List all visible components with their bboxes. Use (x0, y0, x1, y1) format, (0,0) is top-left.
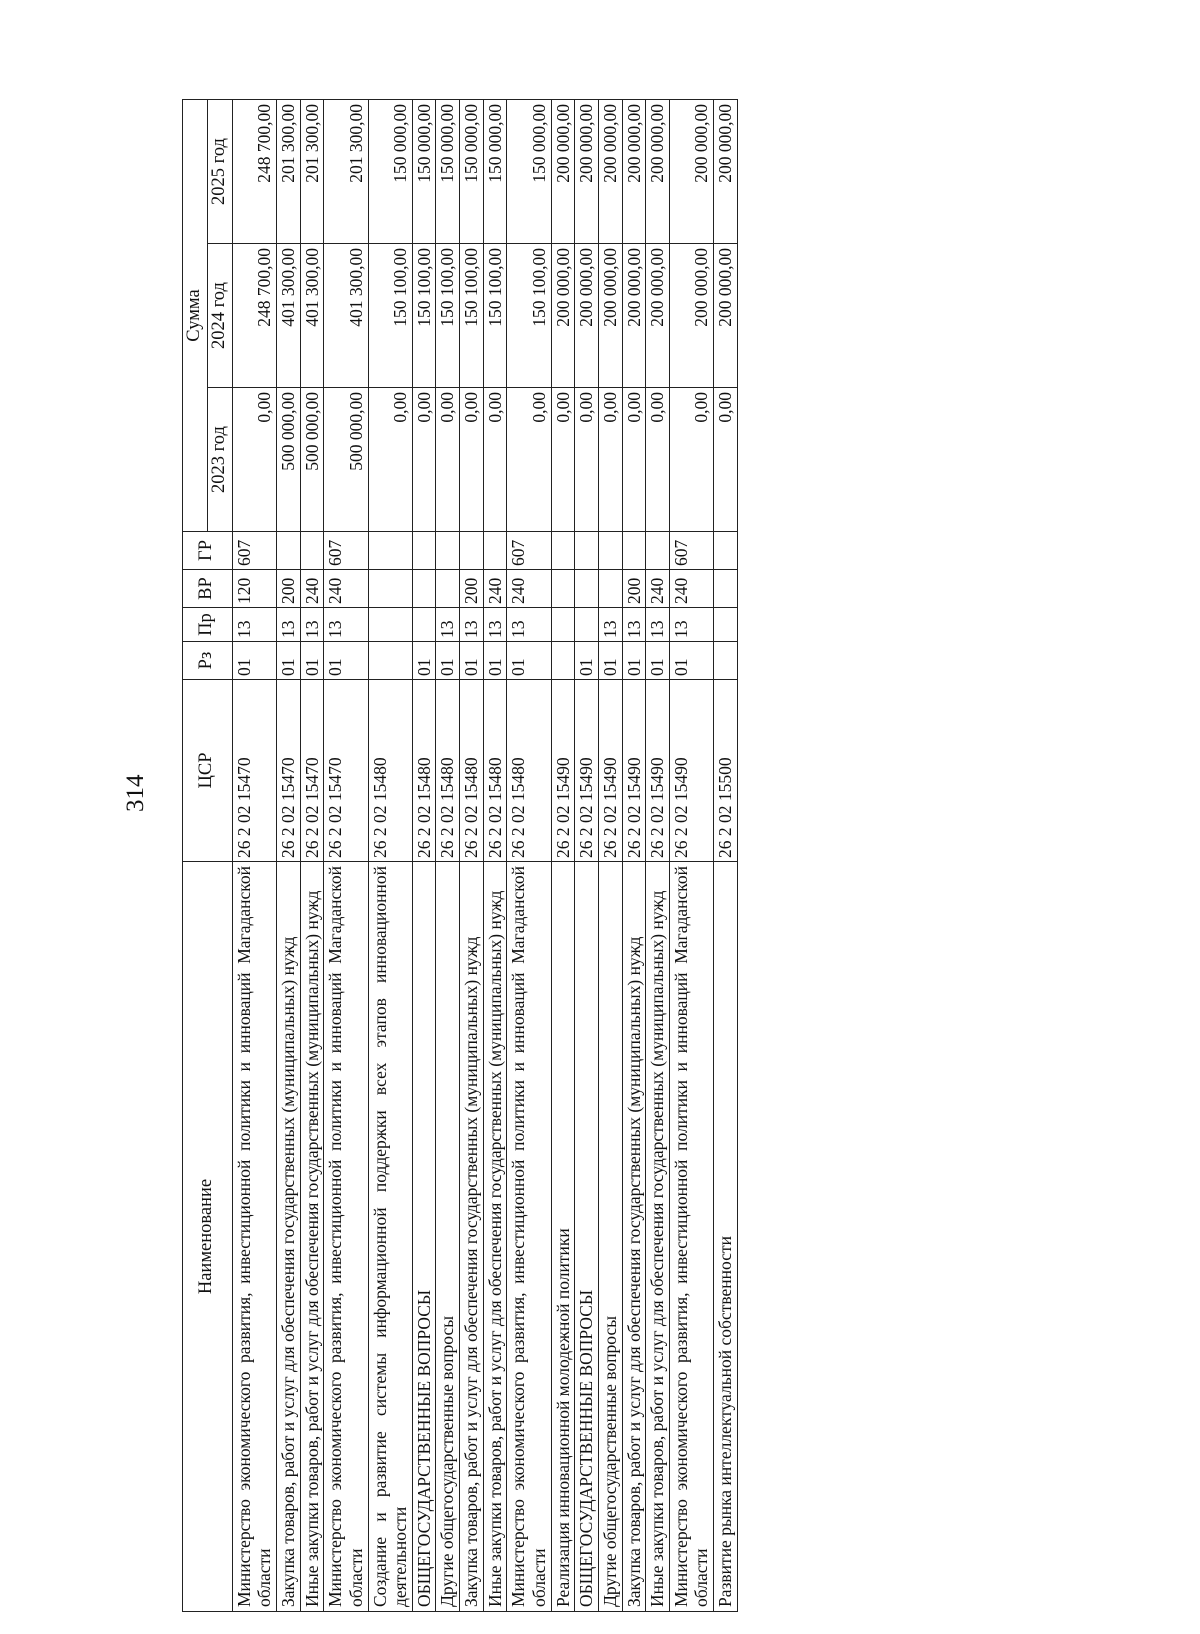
row-vr: 200 (276, 570, 300, 608)
header-year-2025: 2025 год (207, 99, 232, 243)
row-name: Закупка товаров, работ и услуг для обеспечения государственных (муниципальных) нужд (460, 862, 484, 1612)
row-sum-2025: 200 000,00 (622, 99, 646, 243)
row-sum-2025: 201 300,00 (324, 99, 368, 243)
row-sum-2025: 200 000,00 (669, 99, 713, 243)
row-gr: 607 (669, 532, 713, 570)
row-vr (436, 570, 460, 608)
row-csr: 26 2 02 15490 (669, 680, 713, 862)
header-sum: Сумма (183, 99, 208, 531)
row-vr: 200 (622, 570, 646, 608)
row-csr: 26 2 02 15480 (368, 680, 412, 862)
row-rz: 01 (622, 642, 646, 680)
row-csr: 26 2 02 15470 (232, 680, 276, 862)
row-sum-2023: 0,00 (598, 388, 622, 532)
row-gr (622, 532, 646, 570)
row-sum-2024: 200 000,00 (551, 244, 575, 388)
row-vr (598, 570, 622, 608)
row-sum-2025: 201 300,00 (276, 99, 300, 243)
row-csr: 26 2 02 15500 (714, 680, 738, 862)
row-sum-2025: 200 000,00 (646, 99, 670, 243)
row-gr: 607 (507, 532, 551, 570)
row-csr: 26 2 02 15490 (646, 680, 670, 862)
row-vr: 240 (300, 570, 324, 608)
row-pr: 13 (507, 608, 551, 642)
row-csr: 26 2 02 15490 (598, 680, 622, 862)
row-rz: 01 (598, 642, 622, 680)
row-sum-2024: 200 000,00 (714, 244, 738, 388)
row-pr: 13 (324, 608, 368, 642)
row-sum-2025: 150 000,00 (368, 99, 412, 243)
header-row-1 (183, 99, 208, 1611)
budget-table (182, 99, 738, 1612)
row-sum-2024: 150 100,00 (507, 244, 551, 388)
row-pr (368, 608, 412, 642)
row-rz: 01 (232, 642, 276, 680)
row-vr (368, 570, 412, 608)
row-gr (483, 532, 507, 570)
row-rz: 01 (436, 642, 460, 680)
row-gr (551, 532, 575, 570)
row-pr: 13 (276, 608, 300, 642)
row-name: Министерство экономического развития, инвестиционной политики и инноваций Магаданской области (507, 862, 551, 1612)
row-name: Другие общегосударственные вопросы (436, 862, 460, 1612)
row-pr: 13 (300, 608, 324, 642)
row-pr (551, 608, 575, 642)
row-gr (598, 532, 622, 570)
row-gr: 607 (324, 532, 368, 570)
row-csr: 26 2 02 15490 (622, 680, 646, 862)
row-sum-2023: 0,00 (232, 388, 276, 532)
row-name: ОБЩЕГОСУДАРСТВЕННЫЕ ВОПРОСЫ (412, 862, 436, 1612)
row-sum-2025: 200 000,00 (575, 99, 599, 243)
row-name: Иные закупки товаров, работ и услуг для обеспечения государственных (муниципальных) нужд (646, 862, 670, 1612)
row-sum-2025: 200 000,00 (598, 99, 622, 243)
row-sum-2025: 201 300,00 (300, 99, 324, 243)
header-pr: Пр (183, 608, 233, 642)
row-rz: 01 (507, 642, 551, 680)
row-sum-2024: 150 100,00 (368, 244, 412, 388)
table-row (412, 99, 436, 1611)
row-sum-2024: 200 000,00 (669, 244, 713, 388)
header-year-2023: 2023 год (207, 388, 232, 532)
row-vr: 240 (324, 570, 368, 608)
row-csr: 26 2 02 15490 (551, 680, 575, 862)
header-year-2024: 2024 год (207, 244, 232, 388)
row-sum-2023: 0,00 (575, 388, 599, 532)
row-sum-2023: 500 000,00 (324, 388, 368, 532)
row-rz (368, 642, 412, 680)
row-sum-2024: 401 300,00 (324, 244, 368, 388)
row-name: Развитие рынка интеллектуальной собственности (714, 862, 738, 1612)
row-csr: 26 2 02 15480 (436, 680, 460, 862)
row-sum-2025: 150 000,00 (460, 99, 484, 243)
row-rz: 01 (460, 642, 484, 680)
header-gr: ГР (183, 532, 233, 570)
row-gr (412, 532, 436, 570)
row-sum-2025: 200 000,00 (551, 99, 575, 243)
row-sum-2023: 500 000,00 (300, 388, 324, 532)
table-body (232, 99, 737, 1611)
row-sum-2024: 401 300,00 (300, 244, 324, 388)
row-rz: 01 (300, 642, 324, 680)
row-gr (436, 532, 460, 570)
row-name: Создание и развитие системы информационной поддержки всех этапов инновационной деятельности (368, 862, 412, 1612)
row-sum-2024: 150 100,00 (436, 244, 460, 388)
rotated-budget-table-container (182, 100, 1074, 1612)
header-vr: ВР (183, 570, 233, 608)
row-csr: 26 2 02 15480 (412, 680, 436, 862)
row-sum-2024: 150 100,00 (460, 244, 484, 388)
row-sum-2024: 150 100,00 (483, 244, 507, 388)
row-name: Министерство экономического развития, инвестиционной политики и инноваций Магаданской области (669, 862, 713, 1612)
row-csr: 26 2 02 15480 (460, 680, 484, 862)
table-row (460, 99, 484, 1611)
row-gr (460, 532, 484, 570)
page-number: 314 (122, 774, 149, 812)
row-vr (551, 570, 575, 608)
row-rz: 01 (276, 642, 300, 680)
header-name: Наименование (183, 862, 233, 1612)
row-sum-2024: 248 700,00 (232, 244, 276, 388)
row-gr (300, 532, 324, 570)
row-pr: 13 (483, 608, 507, 642)
row-csr: 26 2 02 15470 (324, 680, 368, 862)
row-rz (551, 642, 575, 680)
row-csr: 26 2 02 15490 (575, 680, 599, 862)
row-gr (276, 532, 300, 570)
row-pr: 13 (436, 608, 460, 642)
row-vr (575, 570, 599, 608)
row-sum-2025: 150 000,00 (436, 99, 460, 243)
row-sum-2023: 0,00 (507, 388, 551, 532)
row-sum-2023: 500 000,00 (276, 388, 300, 532)
row-sum-2023: 0,00 (551, 388, 575, 532)
table-row (483, 99, 507, 1611)
row-sum-2023: 0,00 (412, 388, 436, 532)
row-sum-2023: 0,00 (460, 388, 484, 532)
row-sum-2025: 248 700,00 (232, 99, 276, 243)
row-sum-2025: 150 000,00 (507, 99, 551, 243)
row-gr (575, 532, 599, 570)
row-sum-2025: 150 000,00 (412, 99, 436, 243)
row-name: ОБЩЕГОСУДАРСТВЕННЫЕ ВОПРОСЫ (575, 862, 599, 1612)
row-sum-2023: 0,00 (483, 388, 507, 532)
row-sum-2024: 200 000,00 (598, 244, 622, 388)
row-name: Иные закупки товаров, работ и услуг для обеспечения государственных (муниципальных) нужд (300, 862, 324, 1612)
row-vr: 240 (646, 570, 670, 608)
row-sum-2025: 150 000,00 (483, 99, 507, 243)
row-pr: 13 (232, 608, 276, 642)
row-pr (575, 608, 599, 642)
row-pr (714, 608, 738, 642)
row-gr (646, 532, 670, 570)
row-pr: 13 (646, 608, 670, 642)
row-rz: 01 (669, 642, 713, 680)
row-sum-2023: 0,00 (669, 388, 713, 532)
row-rz: 01 (646, 642, 670, 680)
row-csr: 26 2 02 15480 (483, 680, 507, 862)
row-name: Иные закупки товаров, работ и услуг для обеспечения государственных (муниципальных) нужд (483, 862, 507, 1612)
table-row (507, 99, 551, 1611)
header-csr: ЦСР (183, 680, 233, 862)
row-vr: 120 (232, 570, 276, 608)
row-csr: 26 2 02 15470 (276, 680, 300, 862)
row-sum-2023: 0,00 (714, 388, 738, 532)
row-name: Закупка товаров, работ и услуг для обеспечения государственных (муниципальных) нужд (622, 862, 646, 1612)
row-pr: 13 (669, 608, 713, 642)
row-sum-2023: 0,00 (368, 388, 412, 532)
row-name: Реализация инновационной молодежной политики (551, 862, 575, 1612)
row-csr: 26 2 02 15480 (507, 680, 551, 862)
row-sum-2024: 200 000,00 (622, 244, 646, 388)
row-rz: 01 (483, 642, 507, 680)
table-row (669, 99, 713, 1611)
row-rz: 01 (575, 642, 599, 680)
row-vr: 200 (460, 570, 484, 608)
table-row (714, 99, 738, 1611)
row-rz: 01 (412, 642, 436, 680)
row-sum-2024: 200 000,00 (646, 244, 670, 388)
row-pr: 13 (598, 608, 622, 642)
row-sum-2024: 150 100,00 (412, 244, 436, 388)
row-gr: 607 (232, 532, 276, 570)
table-row (622, 99, 646, 1611)
table-row (436, 99, 460, 1611)
row-name: Другие общегосударственные вопросы (598, 862, 622, 1612)
table-row (598, 99, 622, 1611)
row-name: Министерство экономического развития, инвестиционной политики и инноваций Магаданской области (232, 862, 276, 1612)
row-sum-2023: 0,00 (646, 388, 670, 532)
row-vr: 240 (507, 570, 551, 608)
table-row (324, 99, 368, 1611)
row-name: Закупка товаров, работ и услуг для обеспечения государственных (муниципальных) нужд (276, 862, 300, 1612)
row-pr: 13 (460, 608, 484, 642)
row-pr: 13 (622, 608, 646, 642)
row-gr (714, 532, 738, 570)
row-rz (714, 642, 738, 680)
row-vr: 240 (669, 570, 713, 608)
row-vr: 240 (483, 570, 507, 608)
table-row (575, 99, 599, 1611)
row-sum-2024: 401 300,00 (276, 244, 300, 388)
table-row (300, 99, 324, 1611)
table-row (646, 99, 670, 1611)
row-rz: 01 (324, 642, 368, 680)
row-name: Министерство экономического развития, инвестиционной политики и инноваций Магаданской области (324, 862, 368, 1612)
row-pr (412, 608, 436, 642)
table-row (368, 99, 412, 1611)
row-sum-2023: 0,00 (622, 388, 646, 532)
row-vr (412, 570, 436, 608)
row-csr: 26 2 02 15470 (300, 680, 324, 862)
table-row (551, 99, 575, 1611)
table-row (232, 99, 276, 1611)
row-sum-2025: 200 000,00 (714, 99, 738, 243)
table-row (276, 99, 300, 1611)
header-rz: Рз (183, 642, 233, 680)
row-sum-2023: 0,00 (436, 388, 460, 532)
row-vr (714, 570, 738, 608)
row-sum-2024: 200 000,00 (575, 244, 599, 388)
row-gr (368, 532, 412, 570)
